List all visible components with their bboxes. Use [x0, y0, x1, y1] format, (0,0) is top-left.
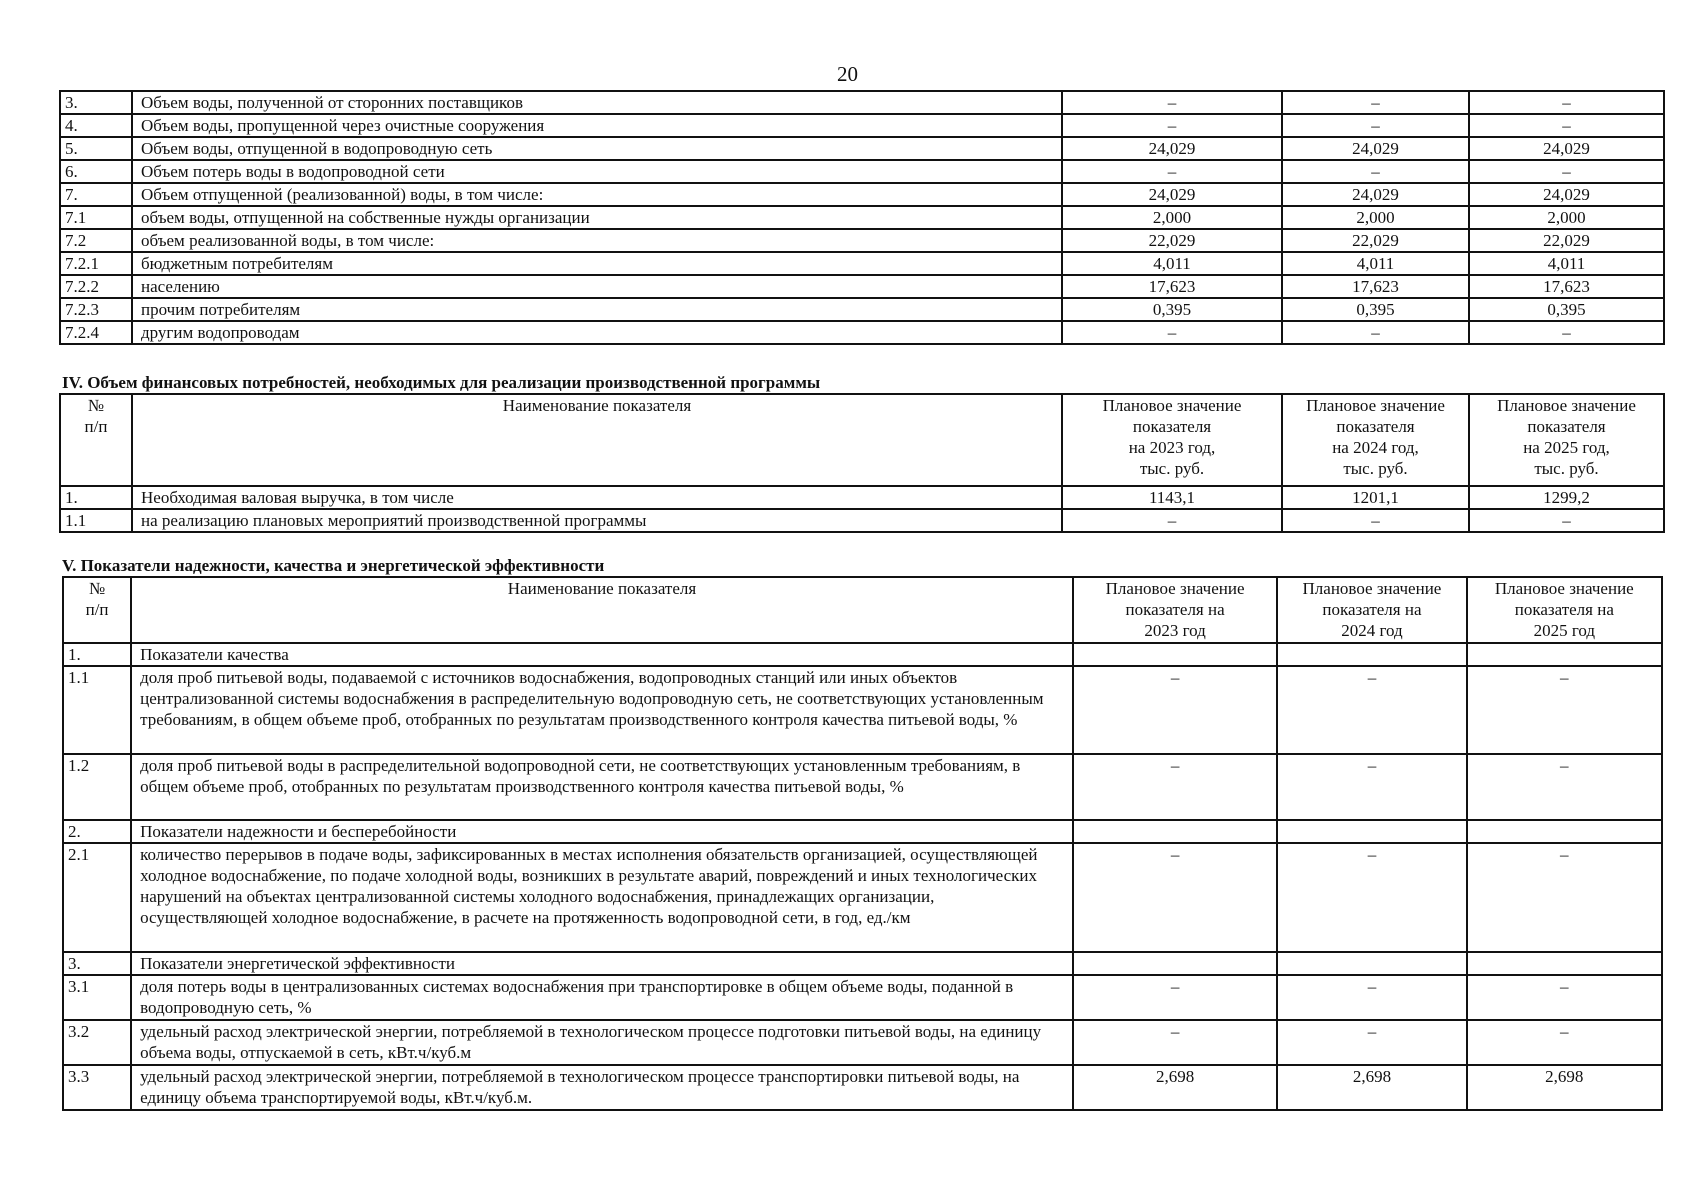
value-2025: –	[1467, 754, 1662, 820]
table-row	[60, 229, 1664, 252]
value-2024: –	[1277, 666, 1466, 754]
table-row	[60, 183, 1664, 206]
value-2024: 24,029	[1282, 183, 1469, 206]
header-2025: Плановое значение показателя на 2025 год, тыс. руб.	[1469, 394, 1664, 486]
indicator-name: Объем воды, пропущенной через очистные сооружения	[132, 114, 1062, 137]
row-number: 1.1	[63, 666, 131, 754]
value-2023: –	[1062, 321, 1282, 344]
header-2024: Плановое значение показателя на 2024 год	[1277, 577, 1466, 643]
row-number: 3.	[60, 91, 132, 114]
value-2024: –	[1282, 114, 1469, 137]
water-balance-table	[59, 90, 1665, 345]
value-2025: –	[1467, 843, 1662, 952]
table-row	[63, 1065, 1662, 1110]
header-2024: Плановое значение показателя на 2024 год, тыс. руб.	[1282, 394, 1469, 486]
section-5-heading: V. Показатели надежности, качества и энергетической эффективности	[62, 556, 605, 575]
indicator-name: количество перерывов в подаче воды, зафиксированных в местах исполнения обязательств организацией, осуществляющей холодное водоснабжение, по подаче холодной воды, возникших в результате аварий, повреждений и иных технологических нарушений на объектах централизованной системы холодного водоснабжения, принадлежащих организации, осуществляющей холодное водоснабжение, в расчете на протяженность водопроводной сети, в год, ед./км	[131, 843, 1073, 952]
value-2024: 17,623	[1282, 275, 1469, 298]
value-2024: 22,029	[1282, 229, 1469, 252]
value-2025: –	[1469, 509, 1664, 532]
row-number: 1.	[63, 643, 131, 666]
row-number: 3.1	[63, 975, 131, 1020]
row-number: 1.2	[63, 754, 131, 820]
value-2025: –	[1469, 91, 1664, 114]
table-row	[63, 1020, 1662, 1065]
value-2023: –	[1073, 1020, 1277, 1065]
value-2025: –	[1469, 321, 1664, 344]
value-2024: –	[1282, 321, 1469, 344]
indicator-name: прочим потребителям	[132, 298, 1062, 321]
value-2024: –	[1277, 754, 1466, 820]
value-2025: 2,698	[1467, 1065, 1662, 1110]
value-2025: 17,623	[1469, 275, 1664, 298]
value-2023	[1073, 643, 1277, 666]
row-number: 7.2.1	[60, 252, 132, 275]
indicator-name: Объем отпущенной (реализованной) воды, в том числе:	[132, 183, 1062, 206]
table-row	[60, 206, 1664, 229]
indicator-name: населению	[132, 275, 1062, 298]
row-number: 7.2.2	[60, 275, 132, 298]
value-2025: 1299,2	[1469, 486, 1664, 509]
indicator-name: доля проб питьевой воды, подаваемой с источников водоснабжения, водопроводных станций или иных объектов централизованной системы водоснабжения в распределительную водопроводную сеть, не соответствующих установленным требованиям, в общем объеме проб, отобранных по результатам производственного контроля качества питьевой воды, %	[131, 666, 1073, 754]
value-2023: 2,000	[1062, 206, 1282, 229]
indicator-name: объем реализованной воды, в том числе:	[132, 229, 1062, 252]
row-number: 3.	[63, 952, 131, 975]
table-row	[63, 820, 1662, 843]
table-row	[60, 275, 1664, 298]
indicator-name: на реализацию плановых мероприятий производственной программы	[132, 509, 1062, 532]
value-2023: –	[1073, 843, 1277, 952]
value-2024: –	[1282, 160, 1469, 183]
table-header-row	[60, 394, 1664, 486]
indicator-name: Показатели качества	[131, 643, 1073, 666]
value-2023	[1073, 952, 1277, 975]
value-2025: –	[1467, 1020, 1662, 1065]
row-number: 7.1	[60, 206, 132, 229]
value-2023: 1143,1	[1062, 486, 1282, 509]
table-row	[63, 843, 1662, 952]
value-2023: –	[1073, 754, 1277, 820]
row-number: 3.2	[63, 1020, 131, 1065]
value-2023: –	[1073, 975, 1277, 1020]
indicator-name: Необходимая валовая выручка, в том числе	[132, 486, 1062, 509]
header-2025: Плановое значение показателя на 2025 год	[1467, 577, 1662, 643]
value-2023: 4,011	[1062, 252, 1282, 275]
indicator-name: удельный расход электрической энергии, потребляемой в технологическом процессе подготовки питьевой воды, на единицу объема воды, отпускаемой в сеть, кВт.ч/куб.м	[131, 1020, 1073, 1065]
row-number: 2.1	[63, 843, 131, 952]
header-2023: Плановое значение показателя на 2023 год, тыс. руб.	[1062, 394, 1282, 486]
reliability-indicators-table	[62, 576, 1663, 1111]
value-2024: 4,011	[1282, 252, 1469, 275]
table-row	[60, 252, 1664, 275]
value-2025: –	[1467, 975, 1662, 1020]
table-row	[63, 952, 1662, 975]
financial-needs-table	[59, 393, 1665, 533]
row-number: 5.	[60, 137, 132, 160]
row-number: 4.	[60, 114, 132, 137]
indicator-name: Объем воды, полученной от сторонних поставщиков	[132, 91, 1062, 114]
value-2025: 4,011	[1469, 252, 1664, 275]
value-2023: 22,029	[1062, 229, 1282, 252]
table-row	[60, 160, 1664, 183]
value-2025: 24,029	[1469, 183, 1664, 206]
indicator-name: объем воды, отпущенной на собственные нужды организации	[132, 206, 1062, 229]
table-header-row	[63, 577, 1662, 643]
header-num: № п/п	[63, 577, 131, 643]
indicator-name: бюджетным потребителям	[132, 252, 1062, 275]
table-row	[60, 298, 1664, 321]
value-2024: –	[1277, 843, 1466, 952]
header-name: Наименование показателя	[131, 577, 1073, 643]
indicator-name: Показатели надежности и бесперебойности	[131, 820, 1073, 843]
indicator-name: Объем воды, отпущенной в водопроводную сеть	[132, 137, 1062, 160]
value-2024	[1277, 820, 1466, 843]
table-row	[63, 975, 1662, 1020]
row-number: 1.1	[60, 509, 132, 532]
value-2025	[1467, 820, 1662, 843]
value-2024: –	[1277, 975, 1466, 1020]
row-number: 7.2.3	[60, 298, 132, 321]
value-2023: –	[1073, 666, 1277, 754]
row-number: 7.	[60, 183, 132, 206]
value-2025: 0,395	[1469, 298, 1664, 321]
table-row	[60, 509, 1664, 532]
indicator-name: доля потерь воды в централизованных системах водоснабжения при транспортировке в общем объеме воды, поданной в водопроводную сеть, %	[131, 975, 1073, 1020]
indicator-name: доля проб питьевой воды в распределительной водопроводной сети, не соответствующих установленным требованиям, в общем объеме проб, отобранных по результатам производственного контроля качества питьевой воды, %	[131, 754, 1073, 820]
value-2023: –	[1062, 160, 1282, 183]
value-2023: –	[1062, 91, 1282, 114]
value-2023: –	[1062, 114, 1282, 137]
indicator-name: Показатели энергетической эффективности	[131, 952, 1073, 975]
table-row	[60, 321, 1664, 344]
value-2024: 24,029	[1282, 137, 1469, 160]
row-number: 2.	[63, 820, 131, 843]
row-number: 1.	[60, 486, 132, 509]
table-row	[60, 486, 1664, 509]
value-2024: 1201,1	[1282, 486, 1469, 509]
value-2024: –	[1277, 1020, 1466, 1065]
row-number: 6.	[60, 160, 132, 183]
value-2023: 17,623	[1062, 275, 1282, 298]
value-2024: 0,395	[1282, 298, 1469, 321]
value-2023: –	[1062, 509, 1282, 532]
value-2024: 2,000	[1282, 206, 1469, 229]
table-row	[60, 114, 1664, 137]
value-2023	[1073, 820, 1277, 843]
value-2025: –	[1469, 160, 1664, 183]
value-2025: 22,029	[1469, 229, 1664, 252]
header-num: № п/п	[60, 394, 132, 486]
value-2025: 24,029	[1469, 137, 1664, 160]
value-2024: 2,698	[1277, 1065, 1466, 1110]
table-row	[60, 137, 1664, 160]
value-2023: 0,395	[1062, 298, 1282, 321]
value-2025: 2,000	[1469, 206, 1664, 229]
row-number: 3.3	[63, 1065, 131, 1110]
table-row	[63, 666, 1662, 754]
value-2024: –	[1282, 91, 1469, 114]
value-2023: 2,698	[1073, 1065, 1277, 1110]
value-2025	[1467, 643, 1662, 666]
value-2025: –	[1469, 114, 1664, 137]
value-2023: 24,029	[1062, 137, 1282, 160]
page-number: 20	[837, 62, 858, 86]
indicator-name: удельный расход электрической энергии, потребляемой в технологическом процессе транспортировки питьевой воды, на единицу объема транспортируемой воды, кВт.ч/куб.м.	[131, 1065, 1073, 1110]
indicator-name: другим водопроводам	[132, 321, 1062, 344]
section-4-heading: IV. Объем финансовых потребностей, необходимых для реализации производственной программы	[62, 373, 821, 392]
value-2024	[1277, 643, 1466, 666]
table-row	[63, 643, 1662, 666]
header-2023: Плановое значение показателя на 2023 год	[1073, 577, 1277, 643]
header-name: Наименование показателя	[132, 394, 1062, 486]
table-row	[63, 754, 1662, 820]
indicator-name: Объем потерь воды в водопроводной сети	[132, 160, 1062, 183]
value-2024	[1277, 952, 1466, 975]
value-2024: –	[1282, 509, 1469, 532]
row-number: 7.2.4	[60, 321, 132, 344]
value-2025: –	[1467, 666, 1662, 754]
table-row	[60, 91, 1664, 114]
row-number: 7.2	[60, 229, 132, 252]
value-2025	[1467, 952, 1662, 975]
value-2023: 24,029	[1062, 183, 1282, 206]
